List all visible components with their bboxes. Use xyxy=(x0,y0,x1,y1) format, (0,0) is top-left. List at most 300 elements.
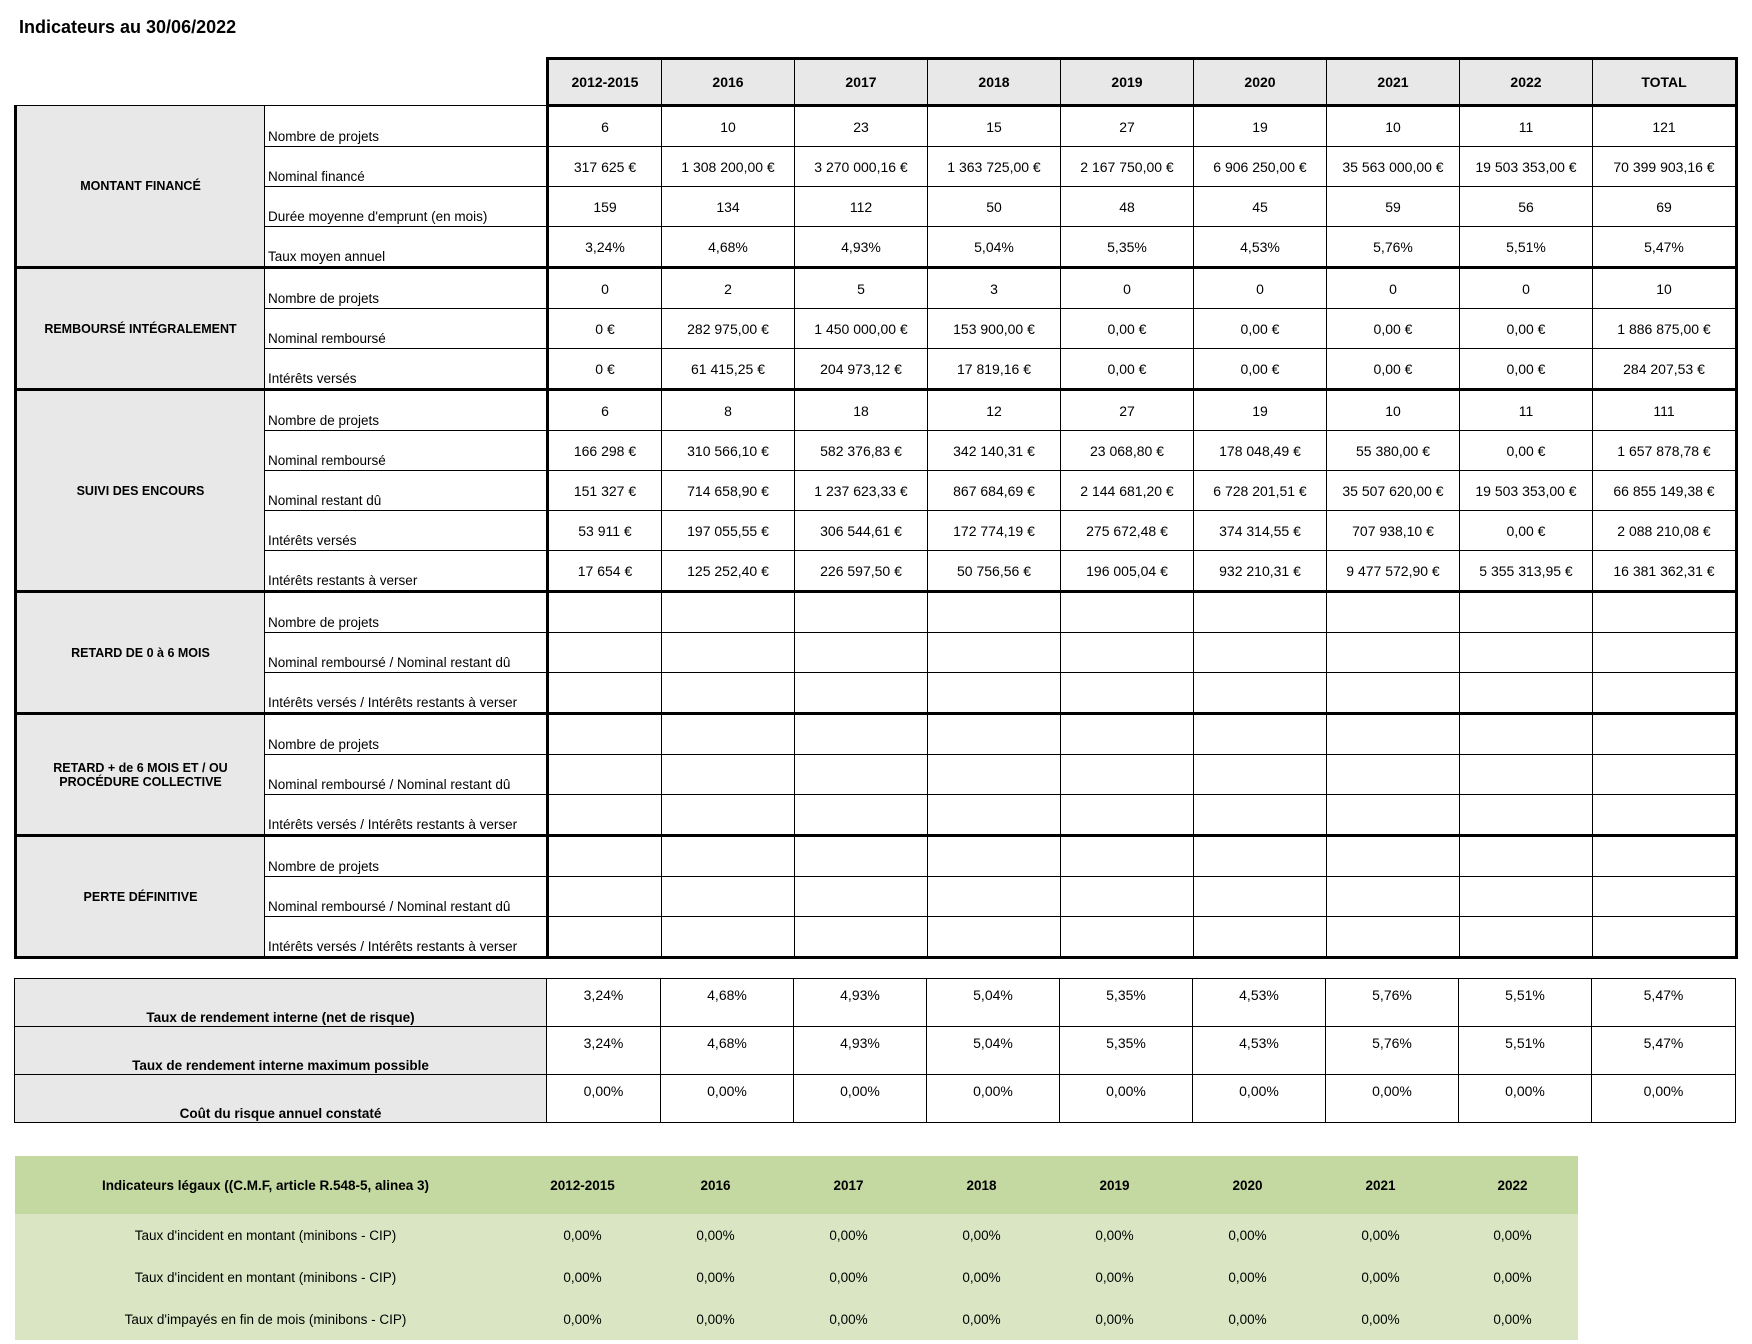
table-cell: 16 381 362,31 € xyxy=(1593,551,1737,592)
table-row xyxy=(16,187,1737,227)
rate-cell: 0,00% xyxy=(1060,1075,1193,1123)
legal-cell: 0,00% xyxy=(1048,1298,1181,1340)
legal-row xyxy=(15,1298,1578,1340)
table-cell: 134 xyxy=(662,187,795,227)
table-cell xyxy=(1194,714,1327,755)
table-cell: 19 xyxy=(1194,106,1327,147)
table-cell xyxy=(548,755,662,795)
table-cell: 374 314,55 € xyxy=(1194,511,1327,551)
table-cell: 4,53% xyxy=(1194,227,1327,268)
legal-cell: 0,00% xyxy=(1447,1214,1578,1256)
table-row xyxy=(16,471,1737,511)
table-cell: 0,00 € xyxy=(1061,309,1194,349)
legal-cell: 0,00% xyxy=(915,1298,1048,1340)
table-cell xyxy=(1194,836,1327,877)
table-cell: 172 774,19 € xyxy=(928,511,1061,551)
table-cell xyxy=(1593,877,1737,917)
table-row xyxy=(16,349,1737,390)
table-cell xyxy=(795,592,928,633)
section-label: MONTANT FINANCÉ xyxy=(16,106,265,268)
table-cell xyxy=(1593,917,1737,958)
legal-row xyxy=(15,1256,1578,1298)
table-cell xyxy=(548,673,662,714)
table-cell: 112 xyxy=(795,187,928,227)
legal-row xyxy=(15,1214,1578,1256)
table-row xyxy=(16,551,1737,592)
legal-column-header: 2020 xyxy=(1181,1156,1314,1214)
table-cell xyxy=(1593,633,1737,673)
table-cell: 226 597,50 € xyxy=(795,551,928,592)
legal-cell: 0,00% xyxy=(516,1298,649,1340)
table-cell: 310 566,10 € xyxy=(662,431,795,471)
rate-label: Taux de rendement interne (net de risque) xyxy=(15,979,547,1027)
rate-cell: 5,35% xyxy=(1060,1027,1193,1075)
table-cell: 1 308 200,00 € xyxy=(662,147,795,187)
table-cell: 0,00 € xyxy=(1460,309,1593,349)
table-cell: 23 xyxy=(795,106,928,147)
table-cell xyxy=(662,633,795,673)
row-label: Intérêts versés / Intérêts restants à verser xyxy=(265,673,548,714)
table-cell: 6 xyxy=(548,106,662,147)
rate-label: Taux de rendement interne maximum possible xyxy=(15,1027,547,1075)
legal-cell: 0,00% xyxy=(1181,1214,1314,1256)
table-cell xyxy=(1327,917,1460,958)
table-cell: 582 376,83 € xyxy=(795,431,928,471)
table-cell: 0,00 € xyxy=(1194,309,1327,349)
rate-cell: 0,00% xyxy=(661,1075,794,1123)
legal-label: Taux d'incident en montant (minibons - CIP) xyxy=(15,1256,516,1298)
legal-column-header: 2017 xyxy=(782,1156,915,1214)
table-cell: 27 xyxy=(1061,390,1194,431)
table-row xyxy=(16,268,1737,309)
table-cell: 2 144 681,20 € xyxy=(1061,471,1194,511)
table-cell xyxy=(1593,592,1737,633)
rate-cell: 5,76% xyxy=(1326,979,1459,1027)
table-cell xyxy=(548,836,662,877)
table-cell xyxy=(1194,755,1327,795)
table-cell: 1 657 878,78 € xyxy=(1593,431,1737,471)
table-cell xyxy=(1194,917,1327,958)
table-cell xyxy=(928,755,1061,795)
table-cell xyxy=(1460,917,1593,958)
rate-cell: 4,68% xyxy=(661,1027,794,1075)
table-cell: 11 xyxy=(1460,390,1593,431)
table-cell xyxy=(795,633,928,673)
table-cell: 1 450 000,00 € xyxy=(795,309,928,349)
table-cell xyxy=(1593,714,1737,755)
table-cell: 56 xyxy=(1460,187,1593,227)
table-cell: 282 975,00 € xyxy=(662,309,795,349)
table-cell xyxy=(662,755,795,795)
table-cell: 8 xyxy=(662,390,795,431)
row-label: Nominal restant dû xyxy=(265,471,548,511)
table-cell xyxy=(1593,673,1737,714)
section-label: RETARD + de 6 MOIS ET / OU PROCÉDURE COLLECTIVE xyxy=(16,714,265,836)
legal-label: Taux d'incident en montant (minibons - CIP) xyxy=(15,1214,516,1256)
rate-cell: 4,93% xyxy=(794,1027,927,1075)
table-cell: 0,00 € xyxy=(1327,309,1460,349)
rate-cell: 5,76% xyxy=(1326,1027,1459,1075)
table-cell: 714 658,90 € xyxy=(662,471,795,511)
row-label: Taux moyen annuel xyxy=(265,227,548,268)
table-row xyxy=(16,147,1737,187)
rate-cell: 5,47% xyxy=(1592,979,1736,1027)
table-cell xyxy=(1327,673,1460,714)
legal-cell: 0,00% xyxy=(915,1256,1048,1298)
column-header: 2012-2015 xyxy=(548,59,662,106)
table-cell: 0 xyxy=(1327,268,1460,309)
table-cell xyxy=(1327,592,1460,633)
legal-cell: 0,00% xyxy=(516,1256,649,1298)
row-label: Nombre de projets xyxy=(265,106,548,147)
table-row xyxy=(16,795,1737,836)
table-cell xyxy=(795,673,928,714)
table-cell xyxy=(1327,714,1460,755)
table-cell xyxy=(662,836,795,877)
row-label: Intérêts versés xyxy=(265,511,548,551)
table-cell: 55 380,00 € xyxy=(1327,431,1460,471)
legal-label: Taux d'impayés en fin de mois (minibons - CIP) xyxy=(15,1298,516,1340)
table-cell xyxy=(928,795,1061,836)
table-row xyxy=(16,227,1737,268)
table-row xyxy=(16,511,1737,551)
table-cell xyxy=(1593,795,1737,836)
row-label: Nominal remboursé / Nominal restant dû xyxy=(265,877,548,917)
legal-cell: 0,00% xyxy=(1181,1256,1314,1298)
legal-cell: 0,00% xyxy=(1447,1298,1578,1340)
table-cell: 2 xyxy=(662,268,795,309)
table-cell xyxy=(1460,633,1593,673)
table-cell: 69 xyxy=(1593,187,1737,227)
table-cell xyxy=(548,877,662,917)
table-cell xyxy=(1194,592,1327,633)
table-cell: 125 252,40 € xyxy=(662,551,795,592)
table-cell xyxy=(548,714,662,755)
legal-cell: 0,00% xyxy=(782,1256,915,1298)
table-cell: 9 477 572,90 € xyxy=(1327,551,1460,592)
table-cell: 6 xyxy=(548,390,662,431)
table-row xyxy=(16,106,1737,147)
table-cell xyxy=(1061,633,1194,673)
table-cell: 19 xyxy=(1194,390,1327,431)
table-cell: 15 xyxy=(928,106,1061,147)
legal-cell: 0,00% xyxy=(915,1214,1048,1256)
table-cell: 53 911 € xyxy=(548,511,662,551)
table-cell: 0,00 € xyxy=(1460,511,1593,551)
table-cell: 50 xyxy=(928,187,1061,227)
rate-cell: 5,35% xyxy=(1060,979,1193,1027)
table-cell: 159 xyxy=(548,187,662,227)
table-cell xyxy=(662,673,795,714)
table-cell: 2 167 750,00 € xyxy=(1061,147,1194,187)
table-cell: 342 140,31 € xyxy=(928,431,1061,471)
table-cell: 10 xyxy=(1327,390,1460,431)
table-cell xyxy=(548,795,662,836)
table-cell: 284 207,53 € xyxy=(1593,349,1737,390)
table-cell xyxy=(1460,877,1593,917)
table-cell: 0,00 € xyxy=(1194,349,1327,390)
table-cell: 0,00 € xyxy=(1460,431,1593,471)
rate-cell: 4,53% xyxy=(1193,1027,1326,1075)
page-title: Indicateurs au 30/06/2022 xyxy=(19,17,237,37)
section-label: REMBOURSÉ INTÉGRALEMENT xyxy=(16,268,265,390)
table-cell: 0 € xyxy=(548,309,662,349)
row-label: Nominal remboursé / Nominal restant dû xyxy=(265,633,548,673)
table-cell xyxy=(795,836,928,877)
table-cell xyxy=(1061,673,1194,714)
legal-cell: 0,00% xyxy=(1314,1214,1447,1256)
table-cell xyxy=(928,633,1061,673)
table-cell: 0,00 € xyxy=(1327,349,1460,390)
column-header: 2016 xyxy=(662,59,795,106)
legal-cell: 0,00% xyxy=(1048,1214,1181,1256)
table-row xyxy=(16,714,1737,755)
row-label: Nominal financé xyxy=(265,147,548,187)
table-cell: 196 005,04 € xyxy=(1061,551,1194,592)
table-cell xyxy=(548,592,662,633)
table-cell: 0,00 € xyxy=(1061,349,1194,390)
row-label: Nominal remboursé / Nominal restant dû xyxy=(265,755,548,795)
table-cell xyxy=(928,917,1061,958)
legal-cell: 0,00% xyxy=(1314,1256,1447,1298)
table-cell: 11 xyxy=(1460,106,1593,147)
table-cell xyxy=(1194,795,1327,836)
table-cell: 50 756,56 € xyxy=(928,551,1061,592)
table-cell xyxy=(1327,795,1460,836)
rate-cell: 0,00% xyxy=(1592,1075,1736,1123)
table-cell xyxy=(1061,836,1194,877)
section-label: PERTE DÉFINITIVE xyxy=(16,836,265,958)
table-cell xyxy=(1194,673,1327,714)
table-cell: 275 672,48 € xyxy=(1061,511,1194,551)
rate-cell: 0,00% xyxy=(794,1075,927,1123)
table-cell: 10 xyxy=(1593,268,1737,309)
table-cell xyxy=(662,795,795,836)
table-cell: 3 xyxy=(928,268,1061,309)
table-cell xyxy=(1061,795,1194,836)
rate-cell: 5,51% xyxy=(1459,979,1592,1027)
table-cell: 867 684,69 € xyxy=(928,471,1061,511)
legal-cell: 0,00% xyxy=(1048,1256,1181,1298)
rate-cell: 5,47% xyxy=(1592,1027,1736,1075)
table-cell xyxy=(548,633,662,673)
table-cell: 3 270 000,16 € xyxy=(795,147,928,187)
table-cell xyxy=(1061,714,1194,755)
table-cell: 0 xyxy=(1460,268,1593,309)
table-row xyxy=(16,390,1737,431)
legal-cell: 0,00% xyxy=(649,1214,782,1256)
table-cell: 1 237 623,33 € xyxy=(795,471,928,511)
legal-cell: 0,00% xyxy=(1447,1256,1578,1298)
table-cell: 35 563 000,00 € xyxy=(1327,147,1460,187)
table-cell: 61 415,25 € xyxy=(662,349,795,390)
table-cell xyxy=(795,917,928,958)
header-corner xyxy=(16,59,548,106)
table-cell: 17 819,16 € xyxy=(928,349,1061,390)
table-cell xyxy=(1327,633,1460,673)
rate-cell: 4,93% xyxy=(794,979,927,1027)
rate-cell: 5,51% xyxy=(1459,1027,1592,1075)
rate-cell: 4,53% xyxy=(1193,979,1326,1027)
row-label: Intérêts versés xyxy=(265,349,548,390)
table-cell: 1 363 725,00 € xyxy=(928,147,1061,187)
table-cell xyxy=(1460,755,1593,795)
table-cell: 10 xyxy=(1327,106,1460,147)
legal-cell: 0,00% xyxy=(516,1214,649,1256)
table-cell: 0 xyxy=(1194,268,1327,309)
table-cell xyxy=(1061,592,1194,633)
table-cell xyxy=(662,592,795,633)
row-label: Intérêts restants à verser xyxy=(265,551,548,592)
column-header: 2017 xyxy=(795,59,928,106)
row-label: Nombre de projets xyxy=(265,714,548,755)
table-cell: 70 399 903,16 € xyxy=(1593,147,1737,187)
legal-cell: 0,00% xyxy=(649,1256,782,1298)
legal-cell: 0,00% xyxy=(782,1298,915,1340)
rate-cell: 5,04% xyxy=(927,1027,1060,1075)
table-cell xyxy=(795,714,928,755)
table-cell: 59 xyxy=(1327,187,1460,227)
table-cell: 1 886 875,00 € xyxy=(1593,309,1737,349)
table-cell: 45 xyxy=(1194,187,1327,227)
table-row xyxy=(16,431,1737,471)
table-cell: 5,47% xyxy=(1593,227,1737,268)
table-cell: 5,04% xyxy=(928,227,1061,268)
table-cell xyxy=(1460,673,1593,714)
table-cell: 6 906 250,00 € xyxy=(1194,147,1327,187)
table-cell xyxy=(1460,836,1593,877)
table-cell: 111 xyxy=(1593,390,1737,431)
row-label: Nombre de projets xyxy=(265,836,548,877)
table-cell: 197 055,55 € xyxy=(662,511,795,551)
table-cell xyxy=(1593,755,1737,795)
table-cell: 0 xyxy=(548,268,662,309)
table-cell: 19 503 353,00 € xyxy=(1460,471,1593,511)
table-cell: 5,51% xyxy=(1460,227,1593,268)
section-label: SUIVI DES ENCOURS xyxy=(16,390,265,592)
table-cell: 932 210,31 € xyxy=(1194,551,1327,592)
row-label: Durée moyenne d'emprunt (en mois) xyxy=(265,187,548,227)
table-cell xyxy=(1460,795,1593,836)
table-cell xyxy=(1194,633,1327,673)
table-row xyxy=(16,633,1737,673)
table-cell xyxy=(1327,755,1460,795)
table-cell xyxy=(795,755,928,795)
table-cell: 178 048,49 € xyxy=(1194,431,1327,471)
rate-row xyxy=(15,979,1736,1027)
table-cell: 3,24% xyxy=(548,227,662,268)
row-label: Nombre de projets xyxy=(265,390,548,431)
table-cell: 4,93% xyxy=(795,227,928,268)
table-cell xyxy=(1061,917,1194,958)
table-cell: 66 855 149,38 € xyxy=(1593,471,1737,511)
table-cell: 5,76% xyxy=(1327,227,1460,268)
legal-column-header: 2012-2015 xyxy=(516,1156,649,1214)
table-cell: 17 654 € xyxy=(548,551,662,592)
table-cell: 0 € xyxy=(548,349,662,390)
rate-row xyxy=(15,1027,1736,1075)
table-cell xyxy=(662,714,795,755)
table-cell: 707 938,10 € xyxy=(1327,511,1460,551)
legal-column-header: 2021 xyxy=(1314,1156,1447,1214)
table-cell: 2 088 210,08 € xyxy=(1593,511,1737,551)
rate-cell: 0,00% xyxy=(547,1075,661,1123)
legal-column-header: 2022 xyxy=(1447,1156,1578,1214)
table-cell xyxy=(662,877,795,917)
table-cell: 306 544,61 € xyxy=(795,511,928,551)
section-label: RETARD DE 0 à 6 MOIS xyxy=(16,592,265,714)
rate-cell: 4,68% xyxy=(661,979,794,1027)
table-cell: 0,00 € xyxy=(1460,349,1593,390)
legal-cell: 0,00% xyxy=(649,1298,782,1340)
table-cell xyxy=(928,673,1061,714)
row-label: Intérêts versés / Intérêts restants à verser xyxy=(265,917,548,958)
table-cell: 153 900,00 € xyxy=(928,309,1061,349)
column-header: 2018 xyxy=(928,59,1061,106)
rate-row xyxy=(15,1075,1736,1123)
table-cell xyxy=(1061,877,1194,917)
table-cell: 4,68% xyxy=(662,227,795,268)
table-row xyxy=(16,877,1737,917)
table-cell xyxy=(1061,755,1194,795)
table-cell xyxy=(928,592,1061,633)
table-cell: 166 298 € xyxy=(548,431,662,471)
table-cell xyxy=(928,714,1061,755)
rate-cell: 0,00% xyxy=(1459,1075,1592,1123)
table-cell: 23 068,80 € xyxy=(1061,431,1194,471)
table-cell xyxy=(795,877,928,917)
table-cell: 27 xyxy=(1061,106,1194,147)
table-row xyxy=(16,592,1737,633)
indicators-table xyxy=(14,57,1738,959)
column-header: 2022 xyxy=(1460,59,1593,106)
rate-label: Coût du risque annuel constaté xyxy=(15,1075,547,1123)
column-header: 2019 xyxy=(1061,59,1194,106)
legal-header: Indicateurs légaux ((C.M.F, article R.548-5, alinea 3) xyxy=(15,1156,516,1214)
row-label: Nominal remboursé xyxy=(265,431,548,471)
legal-column-header: 2019 xyxy=(1048,1156,1181,1214)
rate-cell: 3,24% xyxy=(547,979,661,1027)
table-row xyxy=(16,673,1737,714)
table-cell: 0 xyxy=(1061,268,1194,309)
table-cell xyxy=(795,795,928,836)
table-row xyxy=(16,755,1737,795)
legal-column-header: 2018 xyxy=(915,1156,1048,1214)
table-cell: 6 728 201,51 € xyxy=(1194,471,1327,511)
table-row xyxy=(16,917,1737,958)
table-cell: 5 xyxy=(795,268,928,309)
column-header: 2020 xyxy=(1194,59,1327,106)
table-cell xyxy=(1593,836,1737,877)
rate-cell: 3,24% xyxy=(547,1027,661,1075)
legal-column-header: 2016 xyxy=(649,1156,782,1214)
row-label: Nombre de projets xyxy=(265,268,548,309)
rate-cell: 5,04% xyxy=(927,979,1060,1027)
table-cell: 12 xyxy=(928,390,1061,431)
legal-indicators-table xyxy=(15,1156,1578,1340)
rate-cell: 0,00% xyxy=(927,1075,1060,1123)
column-header: TOTAL xyxy=(1593,59,1737,106)
table-cell: 5 355 313,95 € xyxy=(1460,551,1593,592)
table-cell: 317 625 € xyxy=(548,147,662,187)
legal-cell: 0,00% xyxy=(1181,1298,1314,1340)
table-cell: 35 507 620,00 € xyxy=(1327,471,1460,511)
table-cell: 5,35% xyxy=(1061,227,1194,268)
table-cell: 204 973,12 € xyxy=(795,349,928,390)
table-cell: 48 xyxy=(1061,187,1194,227)
table-row xyxy=(16,309,1737,349)
table-cell xyxy=(928,877,1061,917)
